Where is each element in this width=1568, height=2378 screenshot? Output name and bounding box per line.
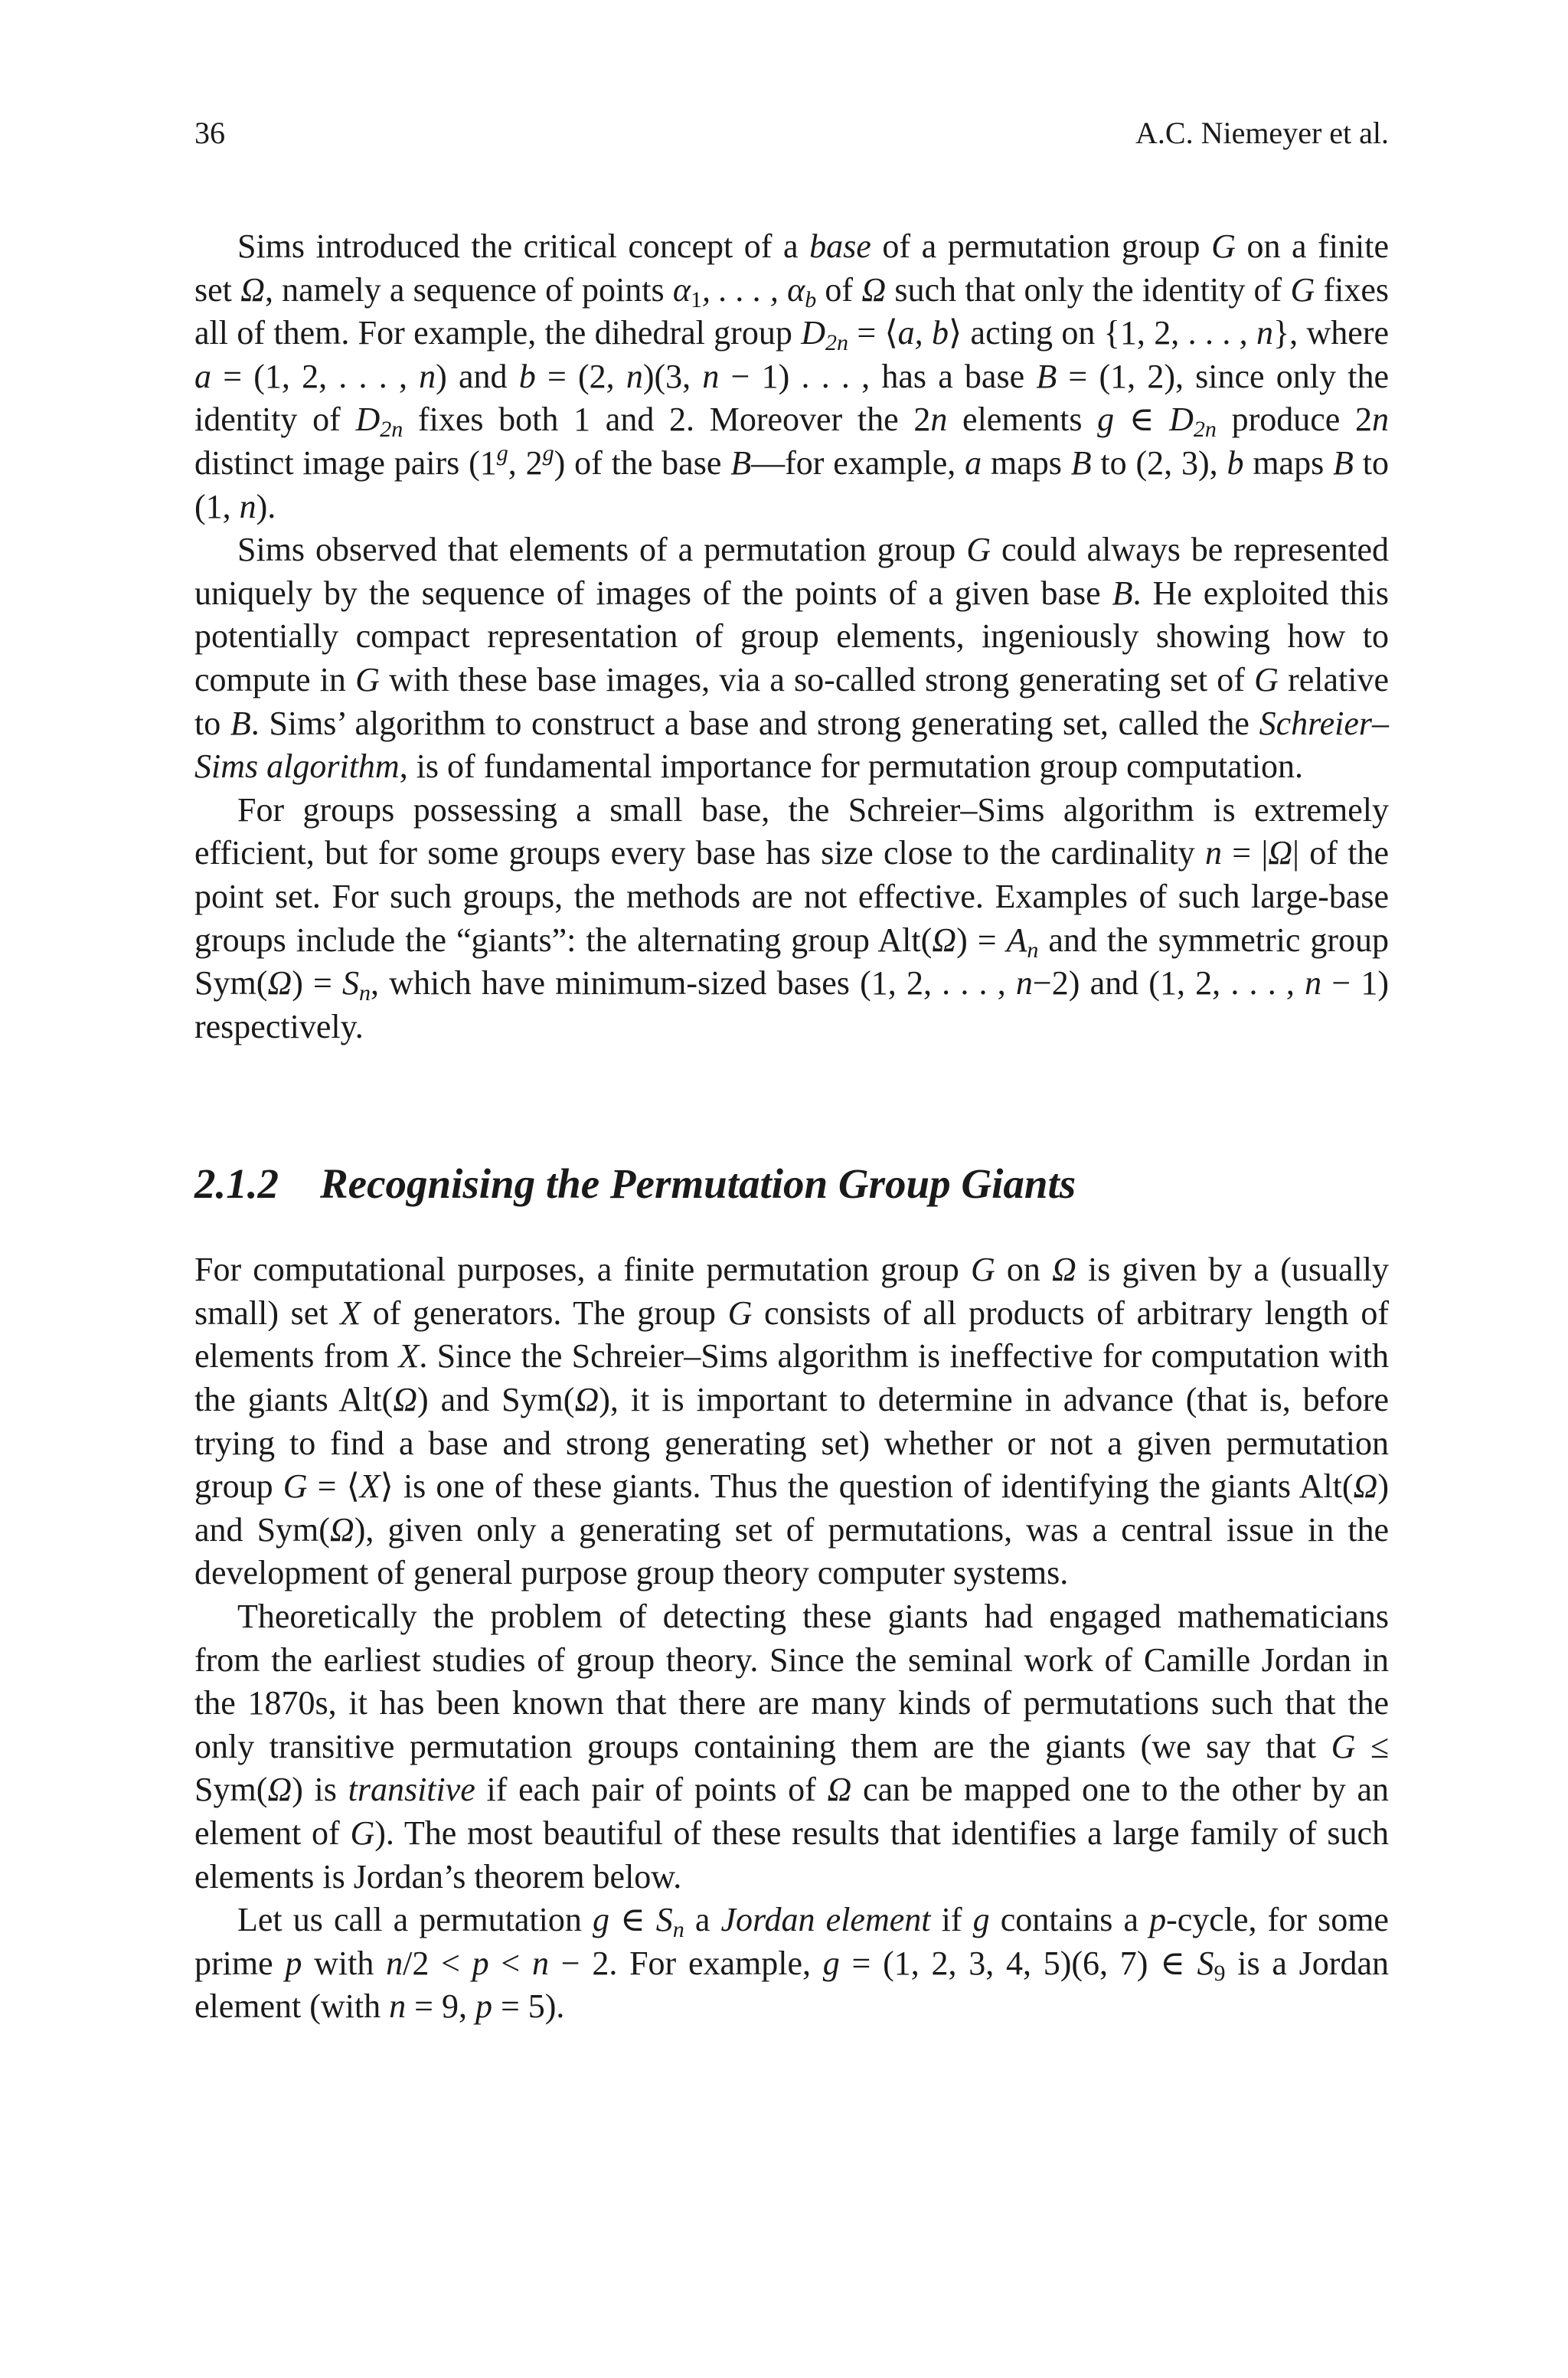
page bbox=[194, 115, 1389, 2029]
running-head bbox=[194, 115, 1389, 152]
section-heading bbox=[194, 1160, 1389, 1209]
paragraph-small-base: For groups possessing a small base, the Schreier–Sims algorithm is extremely efficient, but for some groups every base has size close to the cardinality n = |Ω| of the point set. For such groups, the methods are not effective. Examples of such large-base groups include the “giants”: the alternating group $Alt(\Omega) = A_n$ and the symmetric group $Sym(\Omega) = S_n$, which have minimum-sized bases (1, 2, . . . , n−2) and (1, 2, . . . , n − 1) respectively. bbox=[194, 790, 1390, 1045]
paragraph-detecting-giants: Theoretically the problem of detecting these giants had engaged mathematicians from the earliest studies of group theory. Since the seminal work of Camille Jordan in the 1870s, it has been known that there are many kinds of permutations such that the only transitive permutation groups containing them are the giants (we say that G ≤ Sym(Ω) is transitive if each pair of points of Ω can be mapped one to the other by an element of G). The most beautiful of these results that identifies a large family of such elements is Jordan’s theorem below. bbox=[194, 1598, 1390, 1896]
paragraph-base-concept: Sims introduced the critical concept of a base of a permutation group G on a finite set Ω, namely a sequence of points $\alpha_1$, . . . , $\alpha_b$ of Ω such that only the identity of G fixes all of them. For example, the dihedral group $D_{2n}$ = ⟨a, b⟩ acting on {1, 2, . . . , n}, where a = (1, 2, . . . , n) and b = (2, n)(3, n − 1) . . . , has a base B = (1, 2), since only the identity of $D_{2n}$ fixes both 1 and 2. Moreover the 2n elements g ∈ $D_{2n}$ produce 2n distinct image pairs (1$^g$, 2$^g$) of the base B—for example, a maps B to (2, 3), b maps B to (1, n). bbox=[194, 227, 1390, 525]
paragraph-sims-observed: Sims observed that elements of a permutation group G could always be represented uniquely by the sequence of images of the points of a given base B. He exploited this potentially compact representation of group elements, ingeniously showing how to compute in G with these base images, via a so-called strong generating set of G relative to B. Sims’ algorithm to construct a base and strong generating set, called the Schreier–Sims algorithm, is of fundamental importance for permutation group computation. bbox=[194, 531, 1389, 786]
paragraph-computational-purposes: For computational purposes, a finite permutation group G on Ω is given by a (usually small) set X of generators. The group G consists of all products of arbitrary length of elements from X. Since the Schreier–Sims algorithm is ineffective for computation with the giants Alt(Ω) and Sym(Ω), it is important to determine in advance (that is, before trying to find a base and strong generating set) whether or not a given permutation group G = ⟨X⟩ is one of these giants. Thus the question of identifying the giants Alt(Ω) and Sym(Ω), given only a generating set of permutations, was a central issue in the development of general purpose group theory computer systems. bbox=[194, 1251, 1390, 1592]
page-number: 36 bbox=[194, 116, 225, 150]
section-title: Recognising the Permutation Group Giants bbox=[320, 1160, 1076, 1208]
section-number: 2.1.2 bbox=[194, 1160, 279, 1208]
running-title: A.C. Niemeyer et al. bbox=[1135, 116, 1389, 150]
paragraph-jordan-element: Let us call a permutation g ∈ $S_n$ a Jordan element if g contains a p-cycle, for some prime p with n/2 < p < n − 2. For example, g = (1, 2, 3, 4, 5)(6, 7) ∈ $S_9$ is a Jordan element (with n = 9, p = 5). bbox=[194, 1901, 1389, 2026]
